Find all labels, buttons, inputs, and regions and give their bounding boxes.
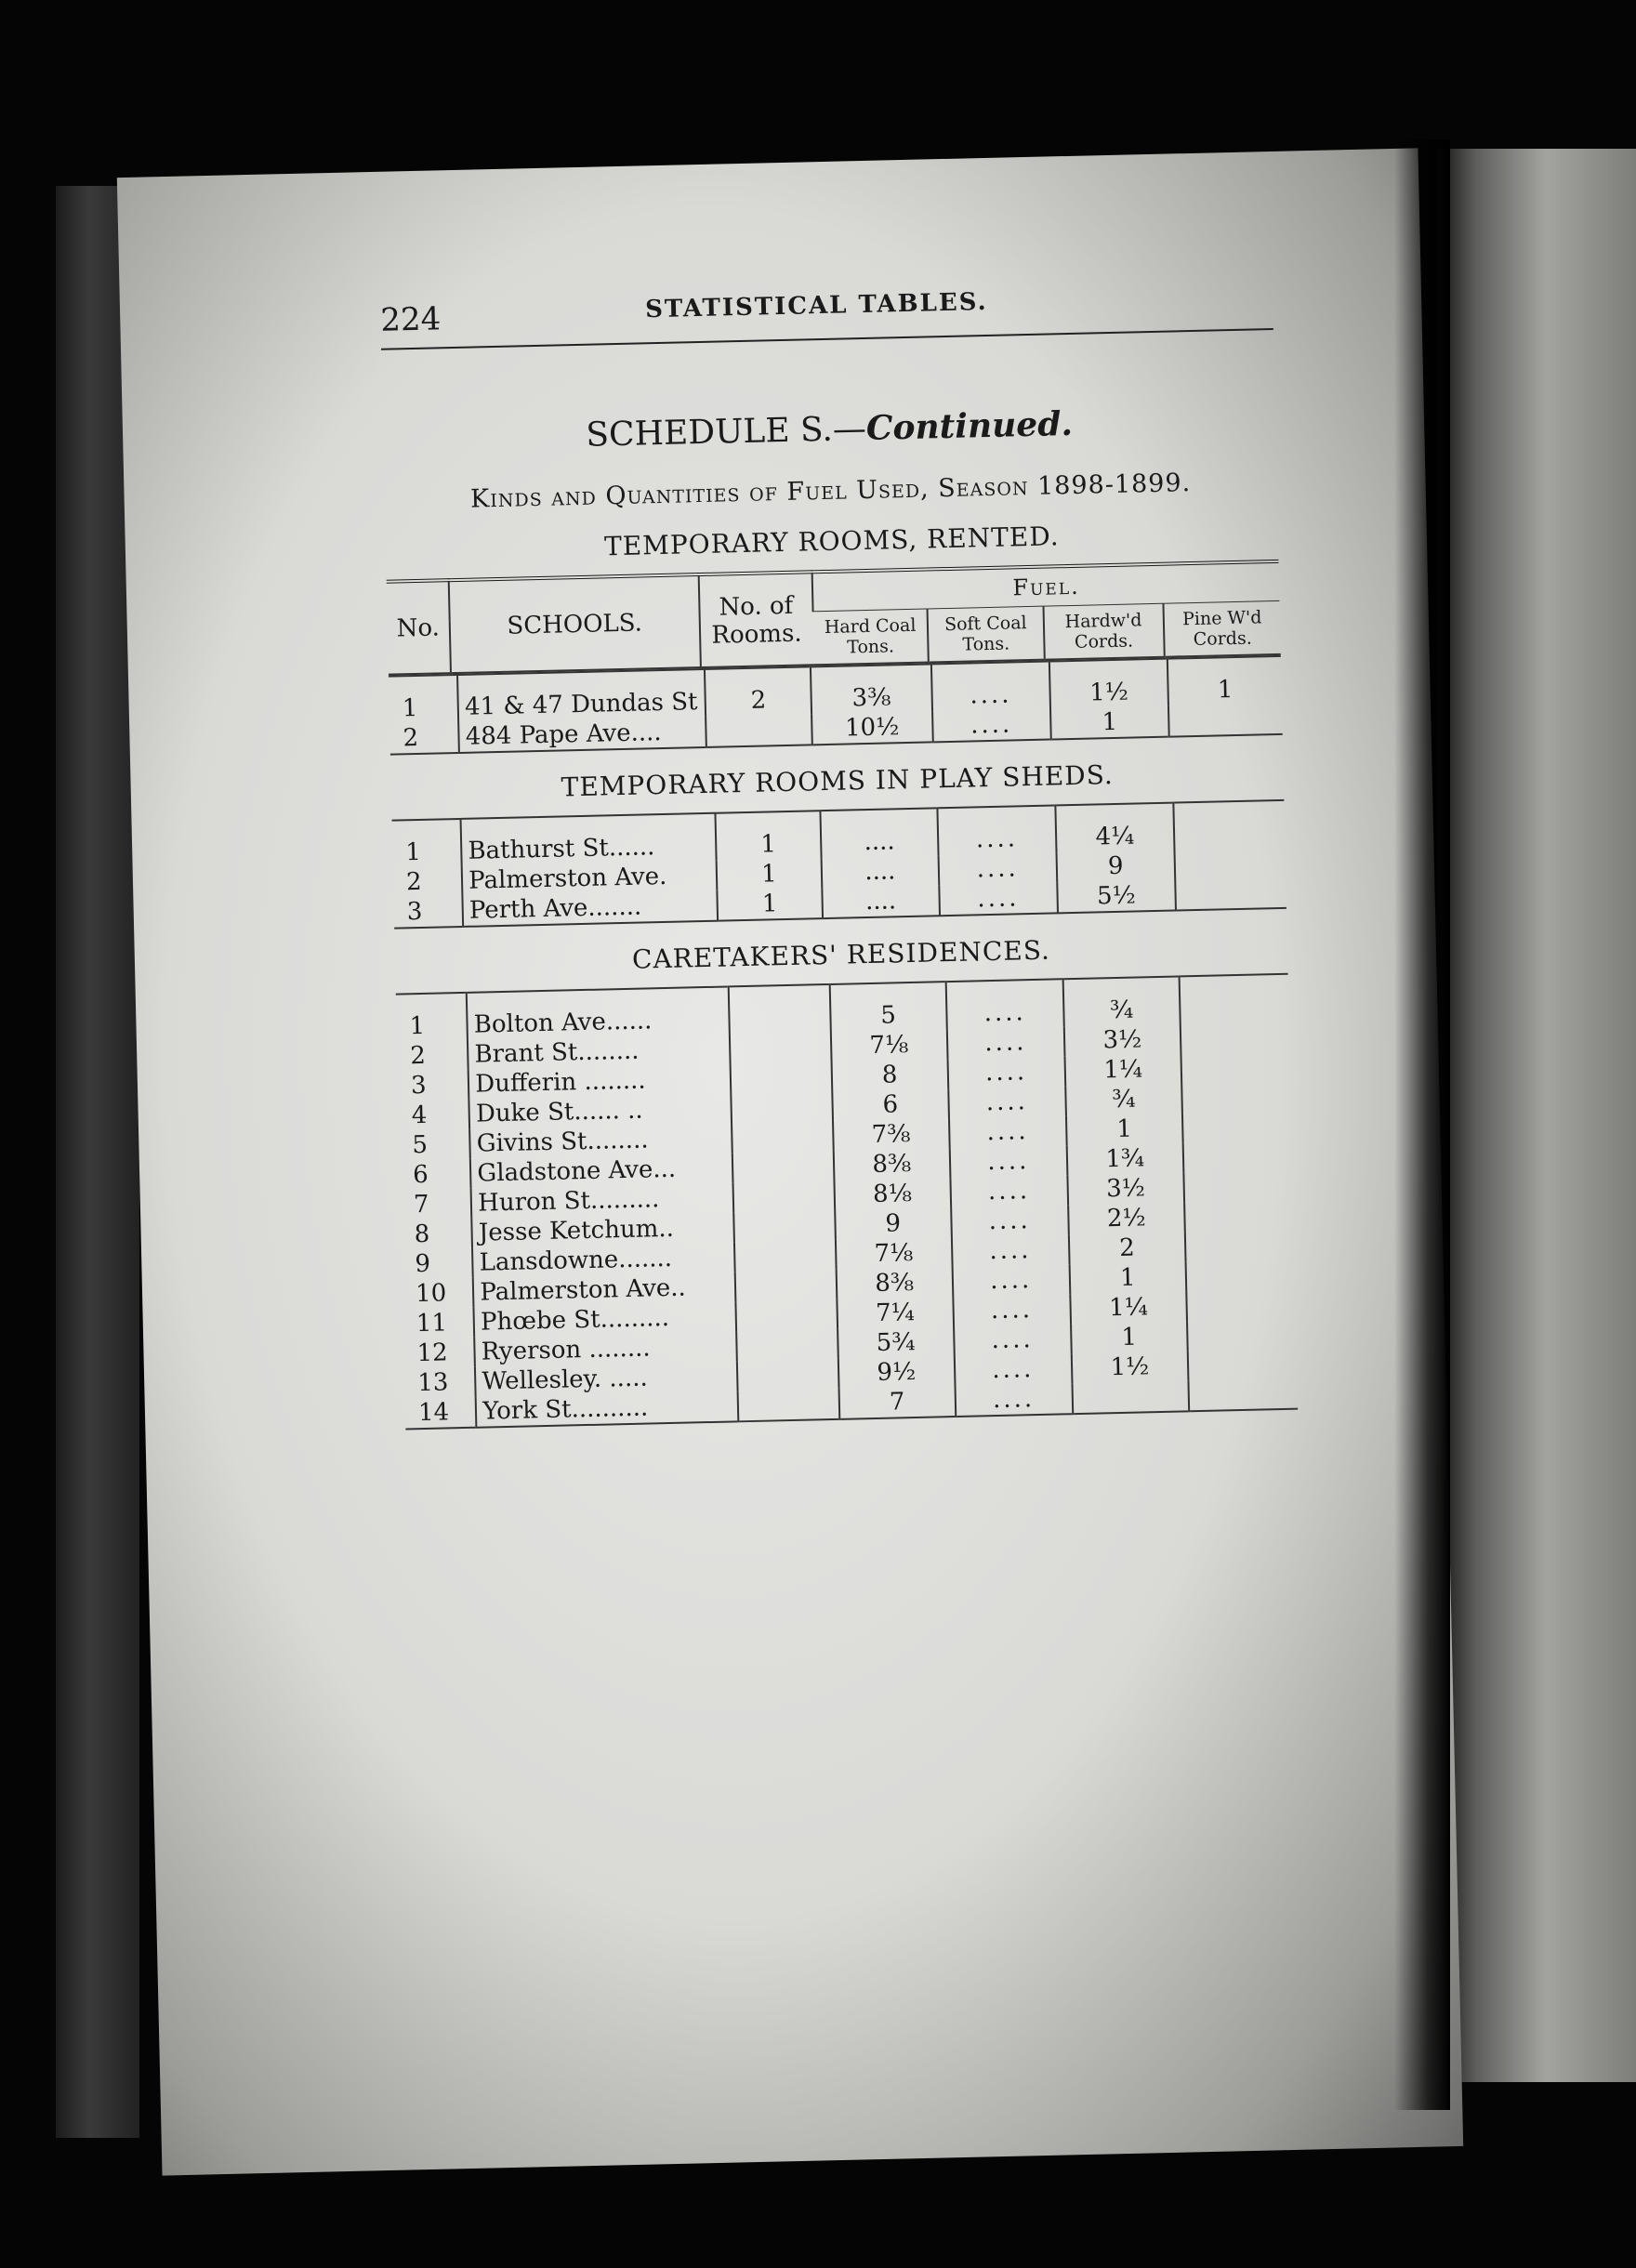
cell-hard-coal: .... xyxy=(823,885,940,918)
page-content xyxy=(380,272,1299,1430)
cell-hard-coal: 10½ xyxy=(811,711,932,745)
cell-hardwood: ¾ xyxy=(1062,976,1180,1026)
cell-rooms xyxy=(734,1270,837,1301)
cell-hardwood: 1¼ xyxy=(1064,1053,1181,1086)
cell-school: 41 & 47 Dundas St xyxy=(457,669,706,722)
cell-hard-coal: 8⅜ xyxy=(836,1267,953,1299)
cell-hardwood: 5½ xyxy=(1057,880,1175,914)
cell-hard-coal: 7 xyxy=(838,1386,956,1419)
header-pine: Pine W'd Cords. xyxy=(1163,600,1281,656)
cell-rooms xyxy=(730,1061,832,1093)
cell-hard-coal: .... xyxy=(822,855,939,888)
cell-pine: 1 xyxy=(1168,656,1282,706)
cell-pine xyxy=(1187,1319,1297,1352)
cell-hardwood: 3½ xyxy=(1063,1023,1181,1056)
cell-rooms xyxy=(733,1210,836,1242)
cell-hardwood: 1 xyxy=(1050,706,1169,740)
cell-pine xyxy=(1185,1259,1295,1292)
cell-hardwood xyxy=(1072,1380,1189,1414)
cell-pine xyxy=(1182,1111,1292,1143)
cell-hardwood: 3½ xyxy=(1067,1172,1184,1205)
cell-pine xyxy=(1168,704,1283,737)
header-hardwood: Hardw'd Cords. xyxy=(1043,603,1165,659)
cell-pine xyxy=(1185,1230,1295,1262)
header-rooms: No. of Rooms. xyxy=(698,572,813,667)
cell-hard-coal: 6 xyxy=(832,1088,949,1121)
cell-hard-coal: 7⅛ xyxy=(835,1237,952,1270)
cell-no: 4 xyxy=(411,1101,428,1130)
cell-no: 7 xyxy=(413,1190,429,1220)
cell-no: 14 xyxy=(417,1398,450,1428)
cell-school: Gladstone Ave... xyxy=(470,1153,732,1188)
cell-rooms xyxy=(736,1359,838,1391)
cell-no: 3 xyxy=(406,897,423,927)
cell-no: 1 xyxy=(405,837,422,867)
cell-hardwood: 9 xyxy=(1056,850,1174,883)
cell-no: 1 xyxy=(409,1011,426,1041)
cell-soft-coal: .... xyxy=(952,1264,1070,1297)
cell-no: 3 xyxy=(410,1071,427,1101)
cell-soft-coal: .... xyxy=(945,979,1063,1029)
cell-hard-coal: 9½ xyxy=(838,1356,955,1389)
cell-rooms xyxy=(731,1091,833,1123)
cell-rooms: 1 xyxy=(715,811,822,861)
cell-school: Phœbe St......... xyxy=(474,1301,736,1337)
cell-pine xyxy=(1181,1022,1290,1054)
cell-soft-coal: .... xyxy=(939,882,1058,916)
cell-school: Wellesley. ..... xyxy=(475,1361,737,1396)
cell-hard-coal: 8⅛ xyxy=(834,1178,951,1210)
cell-no: 2 xyxy=(402,723,419,753)
cell-rooms xyxy=(732,1180,835,1212)
cell-rooms xyxy=(734,1240,837,1272)
cell-rooms xyxy=(732,1151,834,1182)
header-schools: SCHOOLS. xyxy=(449,574,701,673)
cell-no: 2 xyxy=(405,867,422,897)
cell-soft-coal: .... xyxy=(949,1115,1067,1148)
section-title: TEMPORARY ROOMS, RENTED. xyxy=(603,521,1060,562)
header-fuel: Fuel. xyxy=(812,561,1280,612)
cell-school: Brant St........ xyxy=(468,1034,730,1069)
cell-soft-coal: .... xyxy=(955,1383,1073,1417)
cell-school: Duke St...... .. xyxy=(469,1093,732,1128)
cell-pine xyxy=(1186,1289,1296,1322)
subtitle: Kinds and Quantities of Fuel Used, Season 1898-1899. xyxy=(469,468,1192,514)
cell-soft-coal: .... xyxy=(947,1056,1065,1088)
cell-school: Givins St........ xyxy=(469,1123,732,1158)
cell-no: 13 xyxy=(416,1368,449,1398)
book-page xyxy=(117,148,1463,2175)
header-soft-coal: Soft Coal Tons. xyxy=(928,606,1045,662)
cell-soft-coal: .... xyxy=(955,1353,1073,1386)
cell-hard-coal: 7¼ xyxy=(837,1297,954,1329)
cell-soft-coal: .... xyxy=(938,852,1057,885)
cell-soft-coal: .... xyxy=(948,1086,1066,1118)
cell-soft-coal: .... xyxy=(950,1175,1068,1207)
cell-no: 11 xyxy=(416,1309,448,1338)
cell-rooms xyxy=(706,714,811,747)
cell-pine xyxy=(1181,1051,1290,1084)
cell-hardwood: 2½ xyxy=(1068,1202,1185,1234)
cell-school: York St.......... xyxy=(476,1391,738,1427)
section-title: CARETAKERS' RESIDENCES. xyxy=(631,934,1051,975)
cell-school: Bolton Ave...... xyxy=(467,986,729,1039)
cell-no: 2 xyxy=(409,1041,427,1071)
cell-hardwood: 1 xyxy=(1066,1113,1183,1145)
cell-pine xyxy=(1188,1378,1298,1412)
cell-hard-coal: 9 xyxy=(835,1207,952,1240)
cell-rooms: 1 xyxy=(716,858,822,890)
facing-page xyxy=(1436,149,1636,2082)
cell-rooms xyxy=(736,1329,838,1361)
cell-hardwood: 1 xyxy=(1069,1261,1186,1294)
cell-hardwood: 1½ xyxy=(1049,659,1168,709)
cell-school: Palmerston Ave.. xyxy=(473,1272,735,1307)
cell-pine xyxy=(1181,1081,1291,1114)
cell-soft-coal: .... xyxy=(951,1205,1069,1237)
cell-rooms: 1 xyxy=(717,888,823,921)
cell-rooms xyxy=(732,1121,834,1153)
cell-rooms: 2 xyxy=(705,666,811,717)
play-sheds-table xyxy=(392,799,1286,930)
cell-pine xyxy=(1188,1349,1298,1381)
cell-hard-coal: .... xyxy=(821,808,939,858)
cell-no: 9 xyxy=(415,1249,431,1279)
cell-soft-coal: .... xyxy=(947,1026,1065,1059)
cell-no: 6 xyxy=(412,1160,429,1190)
cell-hard-coal: 5 xyxy=(829,982,946,1032)
cell-no: 8 xyxy=(414,1220,430,1249)
cell-pine xyxy=(1184,1200,1294,1233)
cell-rooms xyxy=(735,1299,838,1331)
cell-hardwood: ¾ xyxy=(1065,1083,1182,1115)
page-number: 224 xyxy=(379,300,442,339)
cell-school: Huron St......... xyxy=(471,1182,733,1218)
cell-no: 5 xyxy=(412,1130,429,1160)
cell-hard-coal: 5¾ xyxy=(838,1326,955,1359)
cell-soft-coal: .... xyxy=(937,805,1056,855)
cell-hardwood: 2 xyxy=(1069,1232,1186,1264)
cell-pine xyxy=(1173,800,1285,850)
cell-hardwood: 1¼ xyxy=(1070,1291,1187,1324)
cell-school: Perth Ave....... xyxy=(463,890,718,927)
cell-hardwood: 1½ xyxy=(1071,1351,1188,1383)
schedule-title xyxy=(383,400,1276,459)
schedule-title-continued: Continued. xyxy=(865,403,1074,448)
cell-school: 484 Pape Ave.... xyxy=(458,717,706,753)
cell-hard-coal: 8 xyxy=(831,1059,948,1091)
cell-school: Dufferin ........ xyxy=(468,1063,731,1099)
cell-no: 12 xyxy=(416,1338,448,1368)
cell-hard-coal: 7⅜ xyxy=(833,1118,950,1151)
running-head-title: STATISTICAL TABLES. xyxy=(644,287,988,324)
cell-school: Jesse Ketchum.. xyxy=(472,1212,734,1247)
running-head xyxy=(380,272,1273,350)
cell-pine xyxy=(1175,877,1286,911)
cell-pine xyxy=(1174,848,1286,880)
caretakers-table xyxy=(396,973,1298,1431)
cell-hardwood: 4¼ xyxy=(1055,803,1174,853)
cell-hard-coal: 3⅜ xyxy=(811,664,932,714)
cell-rooms xyxy=(728,984,830,1034)
header-hard-coal: Hard Coal Tons. xyxy=(813,609,930,665)
cell-school: Ryerson ........ xyxy=(474,1331,736,1366)
cell-soft-coal: .... xyxy=(932,709,1051,743)
cell-soft-coal: .... xyxy=(950,1145,1068,1178)
header-no: No. xyxy=(387,580,451,674)
cell-school: Bathurst St...... xyxy=(461,813,717,866)
cell-hard-coal: 8⅜ xyxy=(833,1148,950,1180)
cell-hardwood: 1¾ xyxy=(1066,1142,1183,1175)
cell-school: Lansdowne....... xyxy=(472,1242,734,1277)
book-gutter-shadow xyxy=(1394,139,1450,2110)
cell-pine xyxy=(1180,974,1289,1024)
cell-school: Palmerston Ave. xyxy=(462,861,717,896)
cell-rooms xyxy=(729,1032,831,1063)
cell-soft-coal: .... xyxy=(952,1234,1070,1267)
cell-no: 1 xyxy=(402,693,418,723)
section-title: TEMPORARY ROOMS IN PLAY SHEDS. xyxy=(561,759,1115,803)
cell-pine xyxy=(1183,1170,1293,1203)
cell-pine xyxy=(1183,1141,1293,1173)
schedule-title-text: SCHEDULE S.— xyxy=(585,409,867,455)
cell-hard-coal: 7⅛ xyxy=(830,1029,947,1061)
cell-hardwood: 1 xyxy=(1071,1321,1188,1353)
cell-soft-coal: .... xyxy=(930,662,1050,712)
cell-soft-coal: .... xyxy=(954,1324,1072,1356)
cell-rooms xyxy=(737,1389,839,1421)
cell-soft-coal: .... xyxy=(953,1294,1071,1326)
cell-no: 10 xyxy=(415,1279,447,1309)
